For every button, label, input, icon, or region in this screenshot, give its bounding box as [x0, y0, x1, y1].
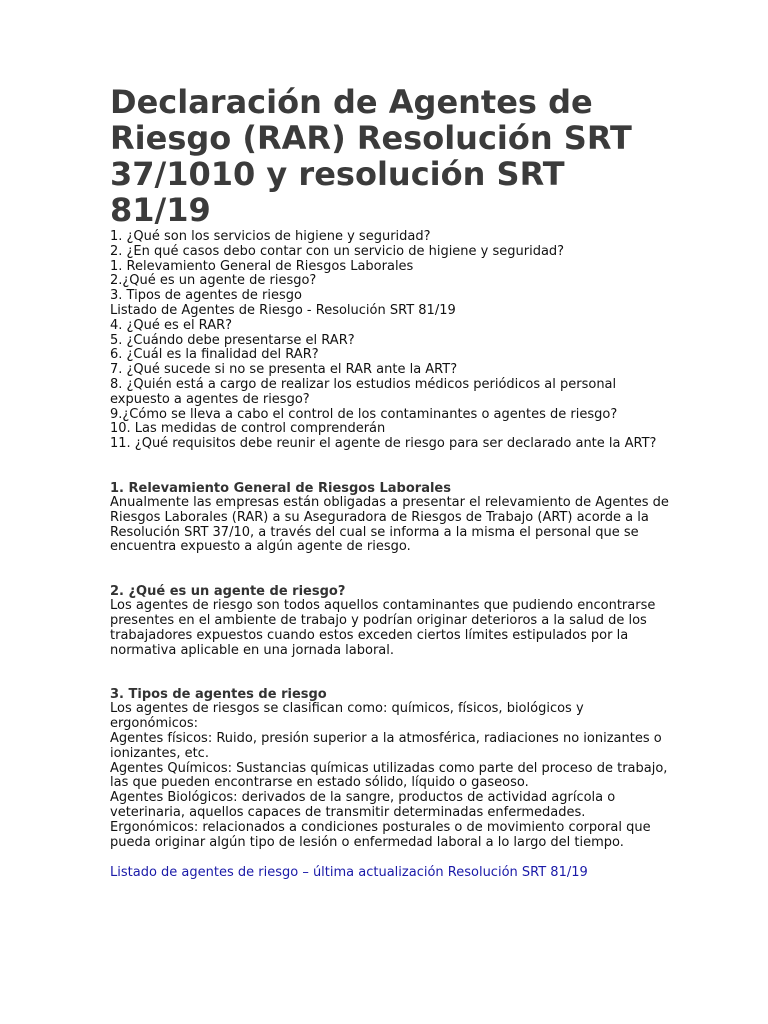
toc-item: 2. ¿En qué casos debo contar con un servicio de higiene y seguridad? [110, 243, 565, 259]
section-paragraph: Agentes Químicos: Sustancias químicas utilizadas como parte del proceso de trabajo, las que pueden encontrarse en estado sólido, líquido o gaseoso. [110, 760, 668, 791]
toc-item: 10. Las medidas de control comprenderán [110, 421, 386, 437]
toc-item: 8. ¿Quién está a cargo de realizar los estudios médicos periódicos al personal expuesto a agentes de riesgo? [110, 376, 617, 407]
section-tipos-agentes [110, 687, 670, 850]
document-title: Declaración de Agentes de Riesgo (RAR) Resolución SRT 37/1010 y resolución SRT 81/19 [110, 83, 632, 229]
section-paragraph: Anualmente las empresas están obligadas a presentar el relevamiento de Agentes de Riesgos Laborales (RAR) a su Aseguradora de Riesgos de Trabajo (ART) acorde a la Resolución SRT 37/10, a través del cual se informa a la misma el personal que se encuentra expuesto a algún agente de riesgo. [110, 494, 669, 555]
toc-item: 3. Tipos de agentes de riesgo [110, 288, 302, 304]
section-paragraph: Los agentes de riesgos se clasifican como: químicos, físicos, biológicos y ergonómicos: [110, 701, 584, 732]
section-paragraph: Agentes Biológicos: derivados de la sangre, productos de actividad agrícola o veterinaria, aquellos capaces de transmitir determinadas enfermedades. [110, 790, 616, 820]
toc-item: 5. ¿Cuándo debe presentarse el RAR? [110, 332, 355, 348]
toc-item: 1. ¿Qué son los servicios de higiene y seguridad? [110, 229, 431, 244]
section-paragraph: Agentes físicos: Ruido, presión superior a la atmosférica, radiaciones no ionizantes o ionizantes, etc. [110, 730, 662, 761]
toc-item: 2.¿Qué es un agente de riesgo? [110, 273, 317, 289]
toc-item: 11. ¿Qué requisitos debe reunir el agente de riesgo para ser declarado ante la ART? [110, 436, 657, 452]
section-heading: 2. ¿Qué es un agente de riesgo? [110, 584, 346, 600]
section-heading: 1. Relevamiento General de Riesgos Laborales [110, 480, 451, 496]
table-of-contents [110, 230, 670, 452]
toc-item: 7. ¿Qué sucede si no se presenta el RAR ante la ART? [110, 362, 458, 378]
toc-item: 6. ¿Cuál es la finalidad del RAR? [110, 347, 319, 363]
toc-item: 4. ¿Qué es el RAR? [110, 317, 233, 333]
toc-item: Listado de Agentes de Riesgo - Resolución SRT 81/19 [110, 302, 456, 318]
section-agente-riesgo [110, 584, 670, 658]
agentes-listado-link[interactable]: Listado de agentes de riesgo – última actualización Resolución SRT 81/19 [110, 865, 588, 881]
section-paragraph: Los agentes de riesgo son todos aquellos contaminantes que pudiendo encontrarse presentes en el ambiente de trabajo y podrían originar deterioros a la salud de los trabajadores expuestos cuando estos exceden ciertos límites estipulados por la normativa aplicable en una jornada laboral. [110, 598, 656, 658]
section-heading: 3. Tipos de agentes de riesgo [110, 687, 327, 703]
toc-item: 1. Relevamiento General de Riesgos Laborales [110, 258, 414, 274]
section-relevamiento [110, 481, 670, 555]
toc-item: 9.¿Cómo se lleva a cabo el control de los contaminantes o agentes de riesgo? [110, 406, 618, 422]
section-paragraph: Ergonómicos: relacionados a condiciones posturales o de movimiento corporal que pueda originar algún tipo de lesión o enfermedad laboral a lo largo del tiempo. [110, 819, 651, 850]
